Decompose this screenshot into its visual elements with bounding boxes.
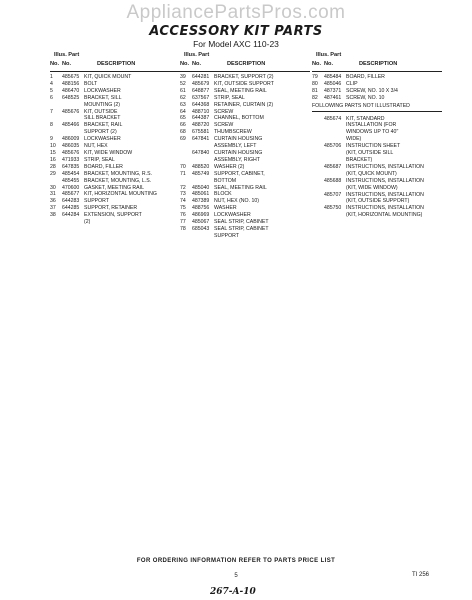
illus-number: 36 — [50, 198, 56, 205]
part-row — [180, 95, 310, 102]
part-row — [180, 198, 310, 205]
part-number: 485687 — [324, 163, 342, 170]
part-row — [312, 143, 442, 150]
illus-number: 76 — [180, 212, 186, 219]
part-description: SCREW — [214, 122, 234, 129]
part-description: BRACKET, MOUNTING, L.S. — [84, 177, 152, 184]
parts-list — [180, 72, 310, 240]
illus-number: 82 — [312, 94, 318, 101]
part-number: 488520 — [192, 163, 210, 170]
part-number: 647840 — [192, 149, 210, 156]
part-number: 485674 — [324, 115, 342, 122]
illus-number: 75 — [180, 205, 186, 212]
reference-code: TI 256 — [412, 572, 430, 578]
part-row — [312, 150, 442, 157]
page-number: 5 — [234, 573, 238, 579]
part-description: CHANNEL, BOTTOM — [214, 115, 264, 122]
illus-number: 16 — [50, 156, 56, 163]
part-row — [180, 205, 310, 212]
illus-number: 81 — [312, 87, 318, 94]
part-row — [50, 136, 180, 143]
illus-no-header: No. — [312, 61, 322, 67]
part-number: 485484 — [324, 74, 342, 80]
part-number: 485749 — [192, 170, 210, 177]
illus-number: 6 — [50, 94, 53, 101]
part-row — [50, 205, 180, 212]
part-description: INSTALLATION (FOR — [346, 122, 397, 129]
part-description: BRACKET, SUPPORT (2) — [214, 74, 274, 80]
illus-number: 29 — [50, 170, 56, 177]
part-row — [180, 74, 310, 81]
part-row — [180, 88, 310, 95]
part-row — [50, 157, 180, 164]
part-description: KIT, STANDARD — [346, 115, 385, 122]
part-number: 485706 — [324, 143, 342, 150]
part-row — [312, 129, 442, 136]
part-description: INSTRUCTION SHEET — [346, 143, 401, 150]
part-row — [312, 122, 442, 129]
part-row — [180, 157, 310, 164]
part-number: 485676 — [62, 108, 80, 115]
part-description: RETAINER, CURTAIN (2) — [214, 101, 274, 108]
part-no-header: No. — [62, 61, 72, 67]
parts-column-2 — [180, 51, 310, 240]
part-row — [180, 109, 310, 116]
part-number: 485067 — [192, 219, 210, 226]
part-row — [50, 129, 180, 136]
watermark: AppliancePartsPros.com — [126, 2, 346, 23]
illus-number: 9 — [50, 136, 53, 143]
part-description: SILL BRACKET — [84, 115, 121, 122]
description-header: DESCRIPTION — [227, 61, 266, 67]
part-number: 644285 — [62, 205, 80, 212]
illus-number — [180, 178, 192, 185]
part-row — [312, 185, 442, 192]
illus-number: 77 — [180, 219, 186, 226]
part-number — [324, 212, 346, 219]
part-description: SEAL, MEETING RAIL — [214, 184, 267, 191]
part-row — [312, 74, 442, 81]
illus-number: 39 — [180, 74, 186, 80]
part-row — [312, 198, 442, 205]
illus-number: 31 — [50, 191, 56, 198]
illus-number: 37 — [50, 205, 56, 212]
illus-part-header: Illus. Part — [316, 52, 342, 58]
part-row — [180, 122, 310, 129]
part-description: LOCKWASHER — [84, 136, 121, 143]
part-description: (KIT, OUTSIDE SUPPORT) — [346, 198, 410, 205]
part-number: 486969 — [192, 212, 210, 219]
illus-number — [312, 198, 324, 205]
part-description: WASHER — [214, 205, 237, 212]
part-description: WIDE) — [346, 136, 362, 143]
illus-number: 69 — [180, 136, 186, 143]
part-number: 485677 — [62, 191, 80, 198]
part-number: 485679 — [192, 80, 210, 87]
part-number — [192, 178, 214, 185]
part-row — [312, 157, 442, 164]
part-number: 486470 — [62, 87, 80, 94]
part-number: 648525 — [62, 94, 80, 101]
part-description: SUPPORT, CABINET, — [214, 170, 265, 177]
parts-column-1 — [50, 51, 180, 226]
part-number: 485466 — [62, 122, 80, 129]
part-description: INSTRUCTIONS, INSTALLATION — [346, 191, 424, 198]
part-number — [324, 198, 346, 205]
illus-number — [180, 157, 192, 164]
part-description: CURTAIN HOUSING — [214, 136, 263, 143]
part-row — [50, 198, 180, 205]
part-row — [180, 178, 310, 185]
part-description: KIT, QUICK MOUNT — [84, 74, 132, 80]
illus-number — [312, 129, 324, 136]
part-number — [324, 150, 346, 157]
part-description: BRACKET, SILL — [84, 94, 122, 101]
part-row — [312, 95, 442, 102]
illus-number: 15 — [50, 149, 56, 156]
part-number — [324, 171, 346, 178]
illus-number — [50, 129, 62, 136]
part-description: GASKET, MEETING RAIL — [84, 184, 144, 191]
part-number: 637567 — [192, 94, 210, 101]
part-description: KIT, OUTSIDE SUPPORT — [214, 80, 274, 87]
illus-number — [180, 150, 192, 157]
part-number: 487461 — [324, 94, 342, 101]
part-description: SUPPORT (2) — [84, 129, 117, 136]
part-row — [312, 136, 442, 143]
illus-number — [312, 171, 324, 178]
part-number — [62, 219, 84, 226]
part-number: 485454 — [62, 170, 80, 177]
illus-number: 4 — [50, 80, 53, 87]
part-row — [50, 109, 180, 116]
description-header: DESCRIPTION — [359, 61, 398, 67]
part-number: 488710 — [192, 108, 210, 115]
part-number: 647841 — [192, 136, 210, 143]
part-description: (KIT, QUICK MOUNT) — [346, 170, 397, 177]
part-description: CURTAIN HOUSING — [214, 149, 263, 156]
illus-number — [312, 212, 324, 219]
part-row — [50, 81, 180, 88]
part-number: 488720 — [192, 122, 210, 129]
part-row — [50, 212, 180, 219]
model-subtitle: For Model AXC 110-23 — [193, 39, 279, 49]
part-description: SCREW — [214, 108, 234, 115]
part-number: 644283 — [62, 198, 80, 205]
part-row — [50, 143, 180, 150]
parts-list — [312, 72, 442, 102]
part-description: STRIP, SEAL — [214, 94, 245, 101]
illus-number: 79 — [312, 74, 318, 80]
illus-number: 71 — [180, 170, 186, 177]
part-number: 471933 — [62, 156, 80, 163]
not-illustrated-heading: FOLLOWING PARTS NOT ILLUSTRATED — [312, 103, 442, 112]
column-header — [312, 51, 442, 72]
part-number: 485707 — [324, 191, 342, 198]
illus-number — [50, 219, 62, 226]
part-description: BOARD, FILLER — [346, 74, 385, 80]
part-description: CLIP — [346, 80, 358, 87]
part-number: 644284 — [62, 212, 80, 219]
handwritten-note: 267-A-10 — [210, 587, 256, 597]
illus-number — [312, 157, 324, 164]
parts-list — [50, 72, 180, 226]
illus-number — [50, 115, 62, 122]
column-header — [180, 51, 310, 72]
illus-number: 68 — [180, 129, 186, 136]
part-number: 644387 — [192, 115, 210, 122]
part-number: 648877 — [192, 87, 210, 94]
part-number: 675581 — [192, 129, 210, 136]
illus-number: 61 — [180, 87, 186, 94]
part-number: 485750 — [324, 205, 342, 212]
part-row — [50, 122, 180, 129]
part-row — [312, 192, 442, 199]
illus-number: 10 — [50, 143, 56, 150]
part-description: KIT, WIDE WINDOW — [84, 149, 133, 156]
part-description: WINDOWS UP TO 40" — [346, 129, 399, 136]
part-row — [180, 219, 310, 226]
part-description: SUPPORT — [214, 232, 239, 239]
not-illustrated-list — [312, 114, 442, 220]
part-number: 486035 — [62, 143, 80, 150]
part-description: KIT, HORIZONTAL MOUNTING — [84, 191, 157, 198]
part-number — [62, 129, 84, 136]
part-row — [312, 88, 442, 95]
part-number — [192, 157, 214, 164]
part-description: SEAL, MEETING RAIL — [214, 87, 267, 94]
part-row — [180, 191, 310, 198]
part-description: BRACKET) — [346, 156, 373, 163]
part-description: KIT, OUTSIDE — [84, 108, 118, 115]
illus-number: 66 — [180, 122, 186, 129]
illus-number — [312, 136, 324, 143]
part-description: WASHER (2) — [214, 163, 245, 170]
part-description: SCREW, NO. 10 — [346, 94, 385, 101]
part-row — [180, 136, 310, 143]
illus-number: 78 — [180, 225, 186, 232]
part-number: 485040 — [192, 184, 210, 191]
part-description: (KIT, HORIZONTAL MOUNTING) — [346, 212, 423, 219]
part-row — [312, 178, 442, 185]
part-row — [180, 233, 310, 240]
part-row — [50, 191, 180, 198]
illus-number — [180, 143, 192, 150]
part-row — [180, 81, 310, 88]
part-row — [50, 185, 180, 192]
part-description: ASSEMBLY, RIGHT — [214, 156, 260, 163]
description-header: DESCRIPTION — [97, 61, 136, 67]
part-number: 485061 — [192, 191, 210, 198]
part-number: 487389 — [192, 198, 210, 205]
part-number: 485675 — [62, 74, 80, 80]
illus-no-header: No. — [50, 61, 60, 67]
part-number — [62, 102, 84, 109]
part-number — [324, 122, 346, 129]
part-row — [180, 185, 310, 192]
illus-number: 8 — [50, 122, 53, 129]
part-row — [50, 95, 180, 102]
part-number: 487371 — [324, 87, 342, 94]
part-row — [180, 115, 310, 122]
ordering-note: FOR ORDERING INFORMATION REFER TO PARTS PRICE LIST — [136, 558, 336, 564]
part-row — [180, 102, 310, 109]
illus-number — [312, 150, 324, 157]
illus-number: 63 — [180, 101, 186, 108]
part-number: 485676 — [62, 149, 80, 156]
part-row — [312, 205, 442, 212]
part-description: (KIT, OUTSIDE SILL — [346, 150, 394, 157]
part-row — [180, 150, 310, 157]
illus-part-header: Illus. Part — [54, 52, 80, 58]
illus-number: 1 — [50, 74, 53, 80]
part-number — [324, 185, 346, 192]
part-row — [180, 226, 310, 233]
illus-number: 5 — [50, 87, 53, 94]
part-number — [192, 143, 214, 150]
illus-number: 64 — [180, 108, 186, 115]
part-number: 685043 — [192, 225, 210, 232]
part-description: (KIT, WIDE WINDOW) — [346, 184, 398, 191]
part-row — [50, 178, 180, 185]
illus-number: 70 — [180, 163, 186, 170]
illus-number — [312, 178, 324, 185]
illus-number: 28 — [50, 163, 56, 170]
part-number: 485455 — [62, 177, 80, 184]
part-row — [50, 74, 180, 81]
part-number — [324, 129, 346, 136]
illus-number: 74 — [180, 198, 186, 205]
part-description: LOCKWASHER — [214, 212, 251, 219]
part-description: BRACKET, MOUNTING, R.S. — [84, 170, 153, 177]
part-no-header: No. — [192, 61, 202, 67]
part-row — [180, 143, 310, 150]
part-description: SEAL STRIP, CABINET — [214, 225, 269, 232]
illus-part-header: Illus. Part — [184, 52, 210, 58]
column-header — [50, 51, 180, 72]
part-number — [324, 157, 346, 164]
illus-number: 72 — [180, 184, 186, 191]
part-description: BOARD, FILLER — [84, 163, 123, 170]
page-title: ACCESSORY KIT PARTS — [149, 24, 323, 39]
part-no-header: No. — [324, 61, 334, 67]
illus-number — [312, 192, 324, 199]
illus-number — [312, 185, 324, 192]
part-number: 488156 — [62, 80, 80, 87]
part-row — [50, 88, 180, 95]
part-description: INSTRUCTIONS, INSTALLATION — [346, 163, 424, 170]
part-row — [180, 164, 310, 171]
part-description: THUMBSCREW — [214, 129, 252, 136]
part-row — [50, 115, 180, 122]
part-description: SUPPORT, RETAINER — [84, 205, 138, 212]
part-description: SCREW, NO. 10 X 3/4 — [346, 87, 398, 94]
part-number — [62, 115, 84, 122]
illus-number — [312, 116, 324, 123]
part-description: (2) — [84, 219, 91, 226]
illus-number: 30 — [50, 184, 56, 191]
part-description: BOTTOM — [214, 177, 237, 184]
part-row — [312, 164, 442, 171]
part-row — [312, 116, 442, 123]
part-row — [50, 171, 180, 178]
illus-number: 73 — [180, 191, 186, 198]
part-description: STRIP, SEAL — [84, 156, 115, 163]
part-description: EXTENSION, SUPPORT — [84, 212, 142, 219]
part-row — [180, 171, 310, 178]
illus-number — [312, 205, 324, 212]
part-number: 486009 — [62, 136, 80, 143]
illus-number: 38 — [50, 212, 56, 219]
part-description: BLOCK — [214, 191, 232, 198]
part-description: SEAL STRIP, CABINET — [214, 219, 269, 226]
part-description: ASSEMBLY, LEFT — [214, 143, 257, 150]
part-number: 644368 — [192, 101, 210, 108]
illus-no-header: No. — [180, 61, 190, 67]
part-number: 485688 — [324, 177, 342, 184]
illus-number — [180, 233, 192, 240]
part-description: SUPPORT — [84, 198, 109, 205]
illus-number — [312, 122, 324, 129]
part-number — [192, 233, 214, 240]
part-number: 647835 — [62, 163, 80, 170]
part-row — [50, 164, 180, 171]
parts-column-3 — [312, 51, 442, 219]
part-description: BRACKET, RAIL — [84, 122, 123, 129]
part-description: LOCKWASHER — [84, 87, 121, 94]
illus-number: 52 — [180, 80, 186, 87]
illus-number — [50, 102, 62, 109]
part-number — [324, 136, 346, 143]
illus-number — [50, 178, 62, 185]
part-number: 644281 — [192, 74, 210, 80]
part-number: 470600 — [62, 184, 80, 191]
part-description: BOLT — [84, 80, 98, 87]
part-row — [50, 150, 180, 157]
part-description: NUT, HEX — [84, 143, 108, 150]
part-row — [50, 102, 180, 109]
part-row — [50, 219, 180, 226]
illus-number — [312, 164, 324, 171]
part-number: 485046 — [324, 80, 342, 87]
illus-number: 62 — [180, 94, 186, 101]
illus-number: 80 — [312, 80, 318, 87]
illus-number — [312, 143, 324, 150]
illus-number: 7 — [50, 108, 53, 115]
part-description: MOUNTING (2) — [84, 101, 121, 108]
part-row — [312, 171, 442, 178]
part-row — [312, 212, 442, 219]
part-description: INSTRUCTIONS, INSTALLATION — [346, 205, 424, 212]
part-description: NUT, HEX (NO. 10) — [214, 198, 259, 205]
part-number: 488756 — [192, 205, 210, 212]
illus-number: 65 — [180, 115, 186, 122]
part-row — [312, 81, 442, 88]
part-row — [180, 129, 310, 136]
part-description: INSTRUCTIONS, INSTALLATION — [346, 177, 424, 184]
part-row — [180, 212, 310, 219]
